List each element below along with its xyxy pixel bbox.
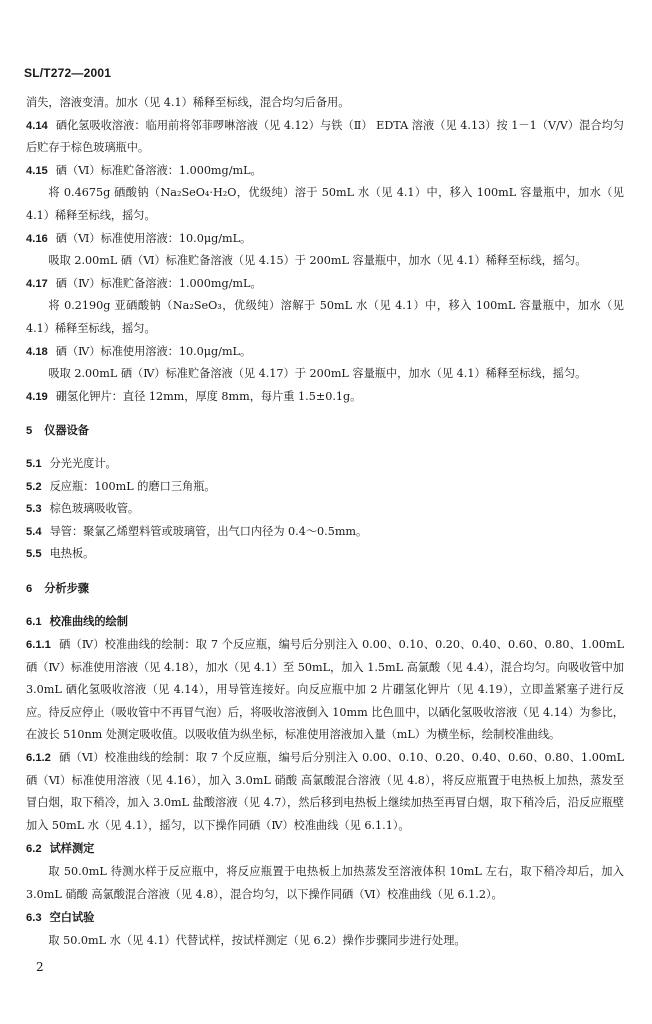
item-text: 硒化氢吸收溶液：临用前将邻菲啰啉溶液（见 4.12）与铁（Ⅱ） EDTA 溶液（见 4.13）按 1－1（V/V）混合均匀后贮存于棕色玻璃瓶中。 [26, 118, 624, 155]
subsection-number: 6.3 [26, 912, 42, 925]
item-text: 硒（Ⅵ）标准使用溶液：10.0μg/mL。 [55, 231, 252, 245]
subsection-6-1 [26, 610, 624, 634]
item-number: 5.5 [26, 548, 42, 561]
item-5-2 [26, 476, 624, 499]
subsection-title: 校准曲线的绘制 [49, 615, 128, 629]
item-number: 4.14 [26, 119, 48, 132]
document-body [26, 92, 624, 952]
page-number: 2 [36, 960, 44, 974]
item-number: 4.18 [26, 345, 48, 358]
item-number: 6.1.1 [26, 639, 51, 652]
subsection-title: 试样测定 [49, 842, 95, 856]
item-text: 棕色玻璃吸收管。 [49, 502, 140, 516]
subsection-6-3 [26, 906, 624, 930]
item-text: 硒（Ⅳ）校准曲线的绘制：取 7 个反应瓶，编号后分别注入 0.00、0.10、0.20、0.40、0.60、0.80、1.00mL 硒（Ⅳ）标准使用溶液（见 4.18），加水（见 4.1）至 50mL，加入 1.5mL 高氯酸（见 4.4），混合均匀。向吸收管中加 3.0mL 硒化氢吸收溶液（见 4.14），用导管连接好。向反应瓶中加 2 片硼氢化钾片（见 4.19），立即盖紧塞子进行反应。待反应停止（吸收管中不再冒气泡）后，将吸收溶液倒入 10mm 比色皿中，以硒化氢吸收溶液（见 4.14）为参比，在波长 510nm 处测定吸收值。以吸收值为纵坐标，标准使用溶液加入量（mL）为横坐标，绘制校准曲线。 [26, 638, 624, 742]
item-number: 5.4 [26, 525, 42, 538]
item-4-17 [26, 273, 624, 296]
item-4-14 [26, 115, 624, 160]
paragraph-continued: 消失，溶液变清。加水（见 4.1）稀释至标线，混合均匀后备用。 [26, 96, 350, 109]
item-5-1 [26, 453, 624, 476]
item-text: 硒（Ⅳ）标准使用溶液：10.0μg/mL。 [55, 344, 252, 358]
item-number: 4.16 [26, 232, 48, 245]
item-4-18-body: 吸取 2.00mL 硒（Ⅳ）标准贮备溶液（见 4.17）于 200mL 容量瓶中，加水（见 4.1）稀释至标线，摇匀。 [48, 367, 587, 381]
item-number: 5.1 [26, 457, 42, 470]
item-text: 导管：聚氯乙烯塑料管或玻璃管，出气口内径为 0.4～0.5mm。 [49, 524, 368, 538]
item-number: 5.2 [26, 480, 42, 493]
item-text: 硒（Ⅵ）校准曲线的绘制：取 7 个反应瓶，编号后分别注入 0.00、0.10、0.20、0.40、0.60、0.80、1.00mL 硒（Ⅵ）标准使用溶液（见 4.16），加入 3.0mL 硝酸 高氯酸混合溶液（见 4.8），将反应瓶置于电热板上加热，蒸发至冒白烟，取下稍冷，加入 3.0mL 盐酸溶液（见 4.7），然后移到电热板上继续加热至再冒白烟，取下稍冷后，沿反应瓶壁加入 50mL 水（见 4.1），摇匀，以下操作同硒（Ⅳ）校准曲线（见 6.1.1）。 [26, 751, 624, 832]
item-text: 硒（Ⅳ）标准贮备溶液：1.000mg/mL。 [55, 276, 262, 290]
section-number: 5 [26, 425, 33, 438]
item-4-15-body: 将 0.4675g 硒酸钠（Na₂SeO₄·H₂O，优级纯）溶于 50mL 水（见 4.1）中，移入 100mL 容量瓶中，加水（见 4.1）稀释至标线，摇匀。 [26, 186, 624, 222]
item-5-5 [26, 543, 624, 566]
item-number: 5.3 [26, 503, 42, 516]
subsection-title: 空白试验 [49, 911, 95, 925]
item-6-1-2 [26, 747, 624, 837]
standard-header: SL/T272—2001 [24, 66, 112, 80]
item-5-3 [26, 498, 624, 521]
section-5-heading [26, 420, 624, 443]
item-4-19 [26, 386, 624, 409]
section-number: 6 [26, 582, 33, 595]
item-6-1-1 [26, 634, 624, 747]
item-number: 4.17 [26, 277, 48, 290]
item-text: 硼氢化钾片：直径 12mm，厚度 8mm，每片重 1.5±0.1g。 [55, 389, 362, 403]
subsection-6-2 [26, 837, 624, 861]
section-title: 分析步骤 [44, 582, 89, 595]
subsection-number: 6.1 [26, 616, 42, 629]
section-6-heading [26, 578, 624, 601]
item-text: 电热板。 [49, 547, 95, 561]
item-number: 4.19 [26, 390, 48, 403]
item-4-16 [26, 228, 624, 251]
item-text: 分光光度计。 [49, 456, 117, 470]
item-4-15 [26, 160, 624, 183]
item-number: 4.15 [26, 164, 48, 177]
subsection-6-2-body: 取 50.0mL 待测水样于反应瓶中，将反应瓶置于电热板上加热蒸发至溶液体积 10mL 左右，取下稍冷却后，加入 3.0mL 硝酸 高氯酸混合溶液（见 4.8），混合均匀，以下操作同硒（Ⅵ）校准曲线（见 6.1.2）。 [26, 865, 624, 901]
item-text: 反应瓶：100mL 的磨口三角瓶。 [49, 479, 216, 493]
item-4-18 [26, 341, 624, 364]
subsection-6-3-body: 取 50.0mL 水（见 4.1）代替试样，按试样测定（见 6.2）操作步骤同步进行处理。 [48, 933, 466, 947]
item-number: 6.1.2 [26, 752, 51, 765]
section-title: 仪器设备 [44, 425, 89, 438]
item-4-17-body: 将 0.2190g 亚硒酸钠（Na₂SeO₃，优级纯）溶解于 50mL 水（见 4.1）中，移入 100mL 容量瓶中，加水（见 4.1）稀释至标线，摇匀。 [26, 299, 624, 335]
item-4-16-body: 吸取 2.00mL 硒（Ⅵ）标准贮备溶液（见 4.15）于 200mL 容量瓶中，加水（见 4.1）稀释至标线，摇匀。 [48, 254, 587, 268]
item-5-4 [26, 521, 624, 544]
item-text: 硒（Ⅵ）标准贮备溶液：1.000mg/mL。 [55, 163, 262, 177]
subsection-number: 6.2 [26, 843, 42, 856]
